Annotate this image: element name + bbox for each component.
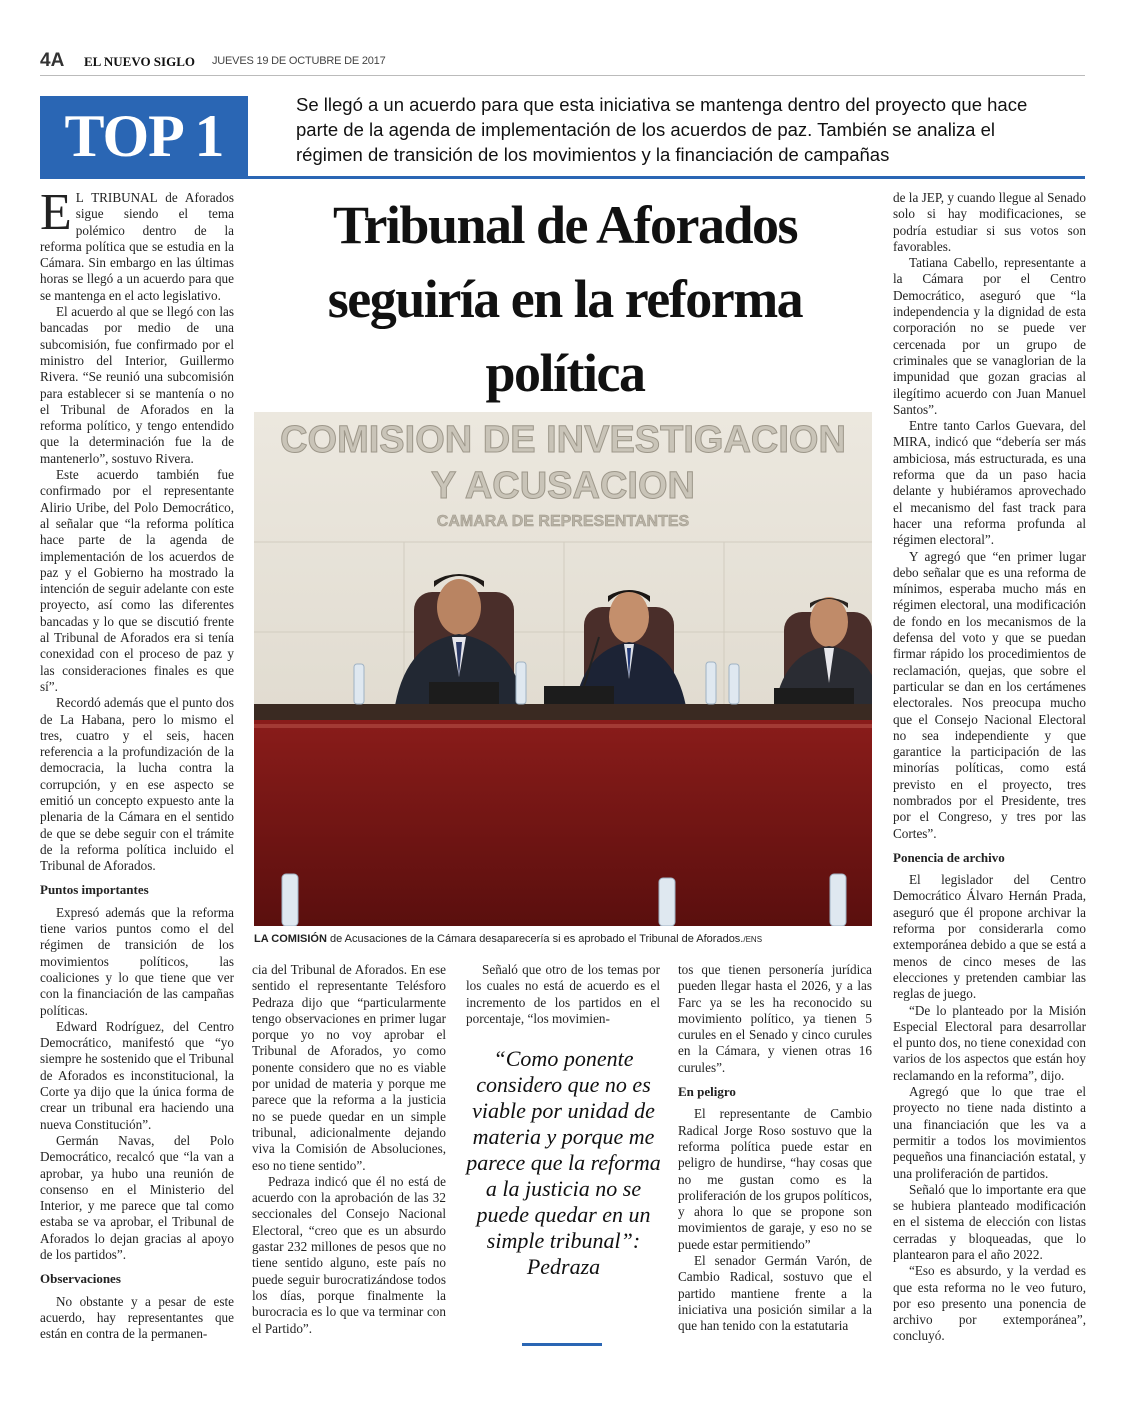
section-label: TOP 1	[40, 96, 248, 176]
subheading: Puntos importantes	[40, 882, 149, 898]
subheading: Ponencia de archivo	[893, 849, 1005, 865]
article-paragraph: Este acuerdo también fue confirmado por el representante Alirio Uribe, del Polo Democrático, al señalar que “la reforma política hace parte de la agenda de implementación de los acuerdos de paz y el Gobierno ha mostrado la intención de seguir adelante con este proyecto, así como las diferentes bancadas y lo que se discutió frente al Tribunal de Aforados era si tenía conexidad con el proceso de paz y las consideraciones finales es que sí”.	[40, 467, 234, 694]
article-paragraph: Expresó además que la reforma tiene varios puntos como el del régimen de transición de los movimientos políticos, las coaliciones y lo que tiene que ver con la financiación de las campañas políticas.	[40, 904, 234, 1018]
article-paragraph: Señaló que lo importante era que se hubiera planteado modificación en el sistema de elección con listas cerradas y bloqueadas, que lo plantearon para el año 2022.	[893, 1181, 1086, 1262]
issue-date: JUEVES 19 DE OCTUBRE DE 2017	[212, 55, 386, 67]
article-column-2	[252, 962, 446, 1337]
article-paragraph: El acuerdo al que se llegó con las bancadas por medio de una subcomisión, fue confirmado por el ministro del Interior, Guillermo Rivera. “Se reunió una subcomisión para establecer si se mantenía o no el Tribunal de Aforados en la reforma político, y tengo entendido que la determinación fue la de mantenerlo”, sostuvo Rivera.	[40, 304, 234, 466]
newspaper-name: EL NUEVO SIGLO	[84, 54, 195, 69]
article-paragraph: Tatiana Cabello, representante a la Cámara por el Centro Democrático, aseguró que “la independencia y la dignidad de esta corporación no se puede ver cercenada por un grupo de criminales que se vanaglorian de la impunidad que gozan gracias al ilegítimo acuerdo con Juan Manuel Santos”.	[893, 255, 1086, 417]
article-paragraph: No obstante y a pesar de este acuerdo, hay representantes que están en contra de la permanen-	[40, 1293, 234, 1342]
subheading: Observaciones	[40, 1271, 121, 1287]
page-header	[40, 50, 1085, 76]
article-column-4	[678, 962, 872, 1335]
photo-caption	[254, 933, 872, 945]
subheading: En peligro	[678, 1084, 736, 1100]
pull-quote-rule	[522, 1343, 602, 1346]
article-paragraph: E L TRIBUNAL de Aforados sigue siendo el tema polémico dentro de la reforma política que se estudia en la Cámara. Sin embargo en las últimas horas se llegó a un acuerdo para que se mantenga en el acto legislativo.	[40, 184, 234, 303]
article-paragraph: Agregó que lo que trae el proyecto no tiene nada distinto a una financiación que les va a permitir a todos los movimientos pequeños una financiación estatal, y una proliferación de partidos.	[893, 1084, 1086, 1181]
article-column-5	[893, 190, 1086, 1345]
article-paragraph: “Eso es absurdo, y la verdad es que esta reforma no le veo futuro, por eso presento una ponencia de archivo por extemporánea”, concluyó.	[893, 1263, 1086, 1344]
article-paragraph: “De lo planteado por la Misión Especial Electoral para desarrollar el punto dos, no tiene conexidad con varios de los aspectos que están hoy reclamando en la reforma”, dijo.	[893, 1002, 1087, 1083]
caption-lead: LA COMISIÓN	[254, 933, 327, 945]
article-paragraph: El senador Germán Varón, de Cambio Radical, sostuvo que el partido mantiene frente a la iniciativa una posición similar a la que han tenido con la estatutaria	[678, 1253, 872, 1334]
article-column-1	[40, 184, 234, 1342]
article-paragraph: Recordó además que el punto dos de La Habana, pero lo mismo el tres, cuatro y el seis, hacen referencia a la profundización de la democracia, la lucha contra la corrupción, y en ese aspecto se emitió un concepto expuesto ante la plenaria de la Cámara en el sentido de que se debe seguir con el trámite de la reforma política incluido el Tribunal de Aforados.	[40, 695, 234, 874]
article-paragraph: de la JEP, y cuando llegue al Senado solo si hay modificaciones, se podría estudiar si sus votos son favorables.	[893, 190, 1086, 254]
article-paragraph: Y agregó que “en primer lugar debo señalar que es una reforma de mínimos, esperaba mucho más en régimen electoral, una modificación de fondo en los mecanismos de la defensa del voto y que se puedan firmar rápido los procedimientos de reclamación, quejas, que sobre el particular se dan en los certámenes electorales. Nos preocupa mucho que el Consejo Nacional Electoral no sea independiente y que garantice la participación de las minorías políticas, como está previsto en el proyecto, tres nombrados por el Presidente, tres por el Congreso, y tres por las Cortes”.	[893, 548, 1086, 841]
caption-text: de Acusaciones de la Cámara desaparecería si es aprobado el Tribunal de Aforados.	[326, 933, 744, 945]
article-column-3	[466, 962, 660, 1027]
pull-quote: “Como ponente considero que no es viable por unidad de materia y porque me parece que la reforma a la justicia no se puede quedar en un simple tribunal”: Pedraza	[466, 1046, 661, 1279]
article-paragraph: El legislador del Centro Democrático Álvaro Hernán Prada, aseguró que él propone archivar la reforma por considerarla como extemporánea debido a que se está a menos de cinco meses de las elecciones y pretenden cambiar las reglas de juego.	[893, 872, 1086, 1002]
news-photo	[254, 412, 872, 926]
article-paragraph: El representante de Cambio Radical Jorge Roso sostuvo que la reforma política puede estar en peligro de hundirse, “hay cosas que no me gustan como es la proliferación de los grupos políticos, y ahora lo que se propone son movimientos de garaje, y eso no se puede estar permitiendo”	[678, 1106, 872, 1252]
headline: Tribunal de Aforados seguiría en la reforma política	[327, 195, 803, 403]
sign-line-3: CAMARA DE REPRESENTANTES	[436, 513, 690, 530]
article-paragraph: cia del Tribunal de Aforados. En ese sentido el representante Telésforo Pedraza dijo que “particularmente tengo observaciones en primer lugar porque yo no voy aprobar el Tribunal de Aforados, yo como ponente considero que no es viable por unidad de materia y porque me parece que la reforma a la justicia no se puede quedar en un simple tribunal, adicionalmente dejando viva la Comisión de Absoluciones, eso no tiene sentido”.	[252, 962, 446, 1173]
article-paragraph: tos que tienen personería jurídica pueden llegar hasta el 2026, y a las Farc ya se les ha reconocido su movimiento político, ya tienen 5 curules en el Senado y cinco curules en la Cámara, y vienen otras 16 curules”.	[678, 962, 872, 1075]
article-paragraph: Pedraza indicó que él no está de acuerdo con la aprobación de las 32 seccionales del Consejo Nacional Electoral, “creo que es un absurdo gastar 232 millones de pesos que no tiene sentido alguno, este país no puede seguir burocratizándose todos los días, porque finalmente la burocracia es lo que va terminar con el Partido”.	[252, 1173, 446, 1336]
article-paragraph: Señaló que otro de los temas por los cuales no está de acuerdo es el incremento de los partidos en el porcentaje, “los movimien-	[466, 962, 660, 1026]
sign-line-1: COMISION DE INVESTIGACION	[280, 419, 846, 461]
sign-line-2: Y ACUSACION	[431, 465, 695, 507]
drop-cap: E	[40, 184, 72, 241]
deck-text: Se llegó a un acuerdo para que esta iniciativa se mantenga dentro del proyecto que hace parte de la agenda de implementación de los acuerdos de paz. También se analiza el régimen de transición de los movimientos y la financiación de campañas	[296, 94, 1028, 165]
article-paragraph: Edward Rodríguez, del Centro Democrático, manifestó que “yo siempre he sostenido que el Tribunal de Aforados es inconstitucional, la Corte ya dijo que la única forma de crear un tribunal era haciendo una nueva Constitución”.	[40, 1018, 234, 1132]
article-paragraph: Entre tanto Carlos Guevara, del MIRA, indicó que “debería ser más ambiciosa, más estructurada, es una reforma que da un paso hacia delante y hubiéramos aprovechado el mecanismo del fast track para hacer una reforma profunda al régimen electoral”.	[893, 418, 1086, 548]
page-number: 4A	[40, 50, 65, 71]
photo-credit: /ENS	[743, 935, 763, 944]
section-rule	[40, 176, 1085, 179]
committee-meeting-photo	[254, 412, 872, 926]
article-paragraph: Germán Navas, del Polo Democrático, recalcó que “la van a aprobar, ya hubo una reunión de consenso en el Ministerio del Interior, y me parece que tal como estaba se va aprobar, el Tribunal de Aforados lo dejan gracias al apoyo de los partidos”.	[40, 1132, 234, 1262]
